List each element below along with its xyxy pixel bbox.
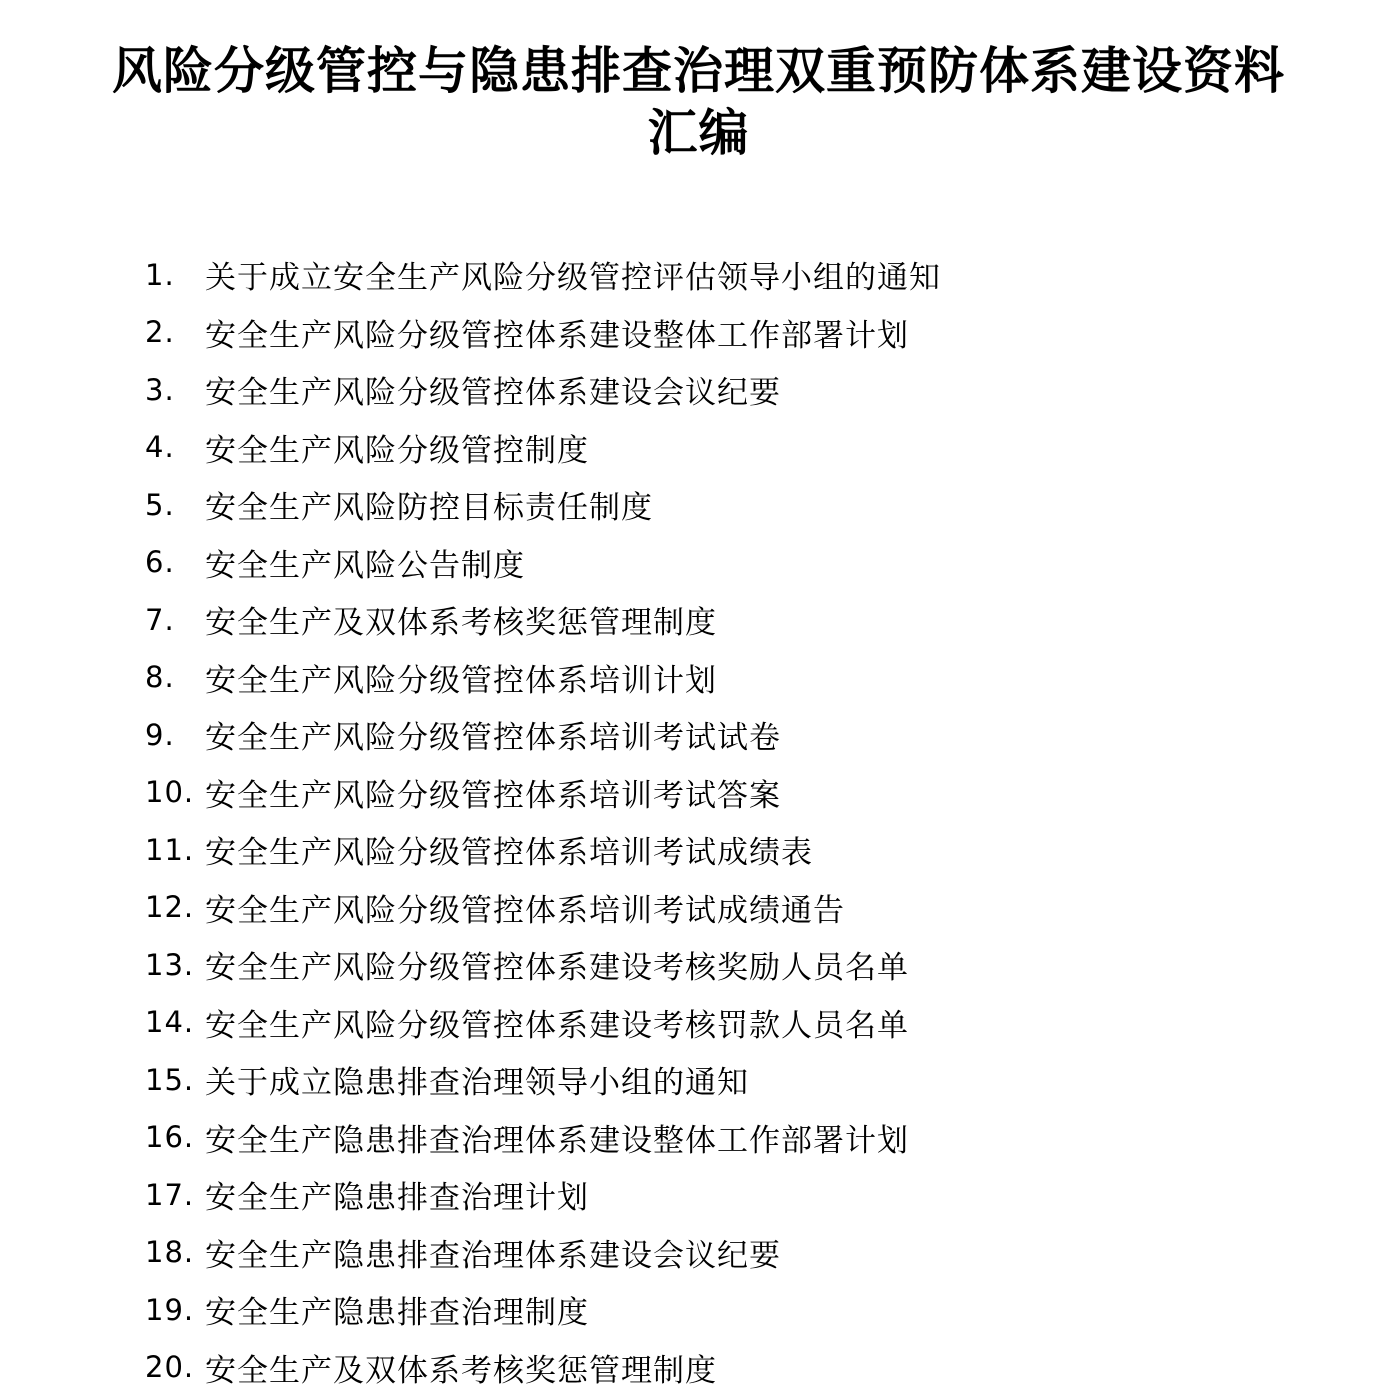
list-item xyxy=(145,994,1345,1052)
item-number: 18. xyxy=(145,1235,195,1270)
list-item xyxy=(145,534,1345,592)
item-title: 关于成立隐患排查治理领导小组的通知 xyxy=(205,1065,749,1102)
item-number: 20. xyxy=(145,1350,195,1385)
list-item xyxy=(145,879,1345,937)
item-number: 12. xyxy=(145,890,195,925)
list-item xyxy=(145,361,1345,419)
item-title: 关于成立安全生产风险分级管控评估领导小组的通知 xyxy=(205,260,941,297)
list-item xyxy=(145,304,1345,362)
list-item xyxy=(145,1339,1345,1397)
list-item xyxy=(145,419,1345,477)
item-number: 14. xyxy=(145,1005,195,1040)
item-number: 6. xyxy=(145,545,175,580)
list-item xyxy=(145,591,1345,649)
item-title: 安全生产风险分级管控体系建设会议纪要 xyxy=(205,375,781,412)
item-title: 安全生产风险分级管控制度 xyxy=(205,432,589,469)
item-number: 3. xyxy=(145,372,175,407)
item-number: 9. xyxy=(145,717,175,752)
list-item xyxy=(145,1281,1345,1339)
item-number: 7. xyxy=(145,602,175,637)
item-title: 安全生产风险分级管控体系建设考核罚款人员名单 xyxy=(205,1007,909,1044)
item-title: 安全生产及双体系考核奖惩管理制度 xyxy=(205,605,717,642)
document-title: 风险分级管控与隐患排查治理双重预防体系建设资料汇编 xyxy=(112,42,1285,162)
list-item xyxy=(145,1109,1345,1167)
item-title: 安全生产风险防控目标责任制度 xyxy=(205,490,653,527)
table-of-contents xyxy=(145,246,1345,1396)
item-number: 19. xyxy=(145,1292,195,1327)
item-title: 安全生产风险分级管控体系培训考试答案 xyxy=(205,777,781,814)
item-title: 安全生产隐患排查治理体系建设整体工作部署计划 xyxy=(205,1122,909,1159)
item-number: 17. xyxy=(145,1177,195,1212)
item-number: 16. xyxy=(145,1120,195,1155)
item-number: 15. xyxy=(145,1062,195,1097)
item-title: 安全生产风险分级管控体系培训考试试卷 xyxy=(205,720,781,757)
list-item xyxy=(145,706,1345,764)
list-item xyxy=(145,1224,1345,1282)
item-number: 5. xyxy=(145,487,175,522)
list-item xyxy=(145,936,1345,994)
list-item xyxy=(145,764,1345,822)
item-title: 安全生产风险分级管控体系建设考核奖励人员名单 xyxy=(205,950,909,987)
list-item xyxy=(145,476,1345,534)
item-title: 安全生产隐患排查治理体系建设会议纪要 xyxy=(205,1237,781,1274)
item-number: 11. xyxy=(145,832,195,867)
item-title: 安全生产及双体系考核奖惩管理制度 xyxy=(205,1352,717,1389)
list-item xyxy=(145,649,1345,707)
item-number: 13. xyxy=(145,947,195,982)
item-title: 安全生产风险分级管控体系建设整体工作部署计划 xyxy=(205,317,909,354)
item-number: 4. xyxy=(145,430,175,465)
list-item xyxy=(145,1051,1345,1109)
item-title: 安全生产隐患排查治理计划 xyxy=(205,1180,589,1217)
item-title: 安全生产风险公告制度 xyxy=(205,547,525,584)
item-title: 安全生产风险分级管控体系培训考试成绩通告 xyxy=(205,892,845,929)
item-number: 1. xyxy=(145,257,175,292)
item-number: 2. xyxy=(145,315,175,350)
item-number: 10. xyxy=(145,775,195,810)
list-item xyxy=(145,1166,1345,1224)
item-number: 8. xyxy=(145,660,175,695)
item-title: 安全生产隐患排查治理制度 xyxy=(205,1295,589,1332)
list-item xyxy=(145,246,1345,304)
item-title: 安全生产风险分级管控体系培训计划 xyxy=(205,662,717,699)
list-item xyxy=(145,821,1345,879)
item-title: 安全生产风险分级管控体系培训考试成绩表 xyxy=(205,835,813,872)
